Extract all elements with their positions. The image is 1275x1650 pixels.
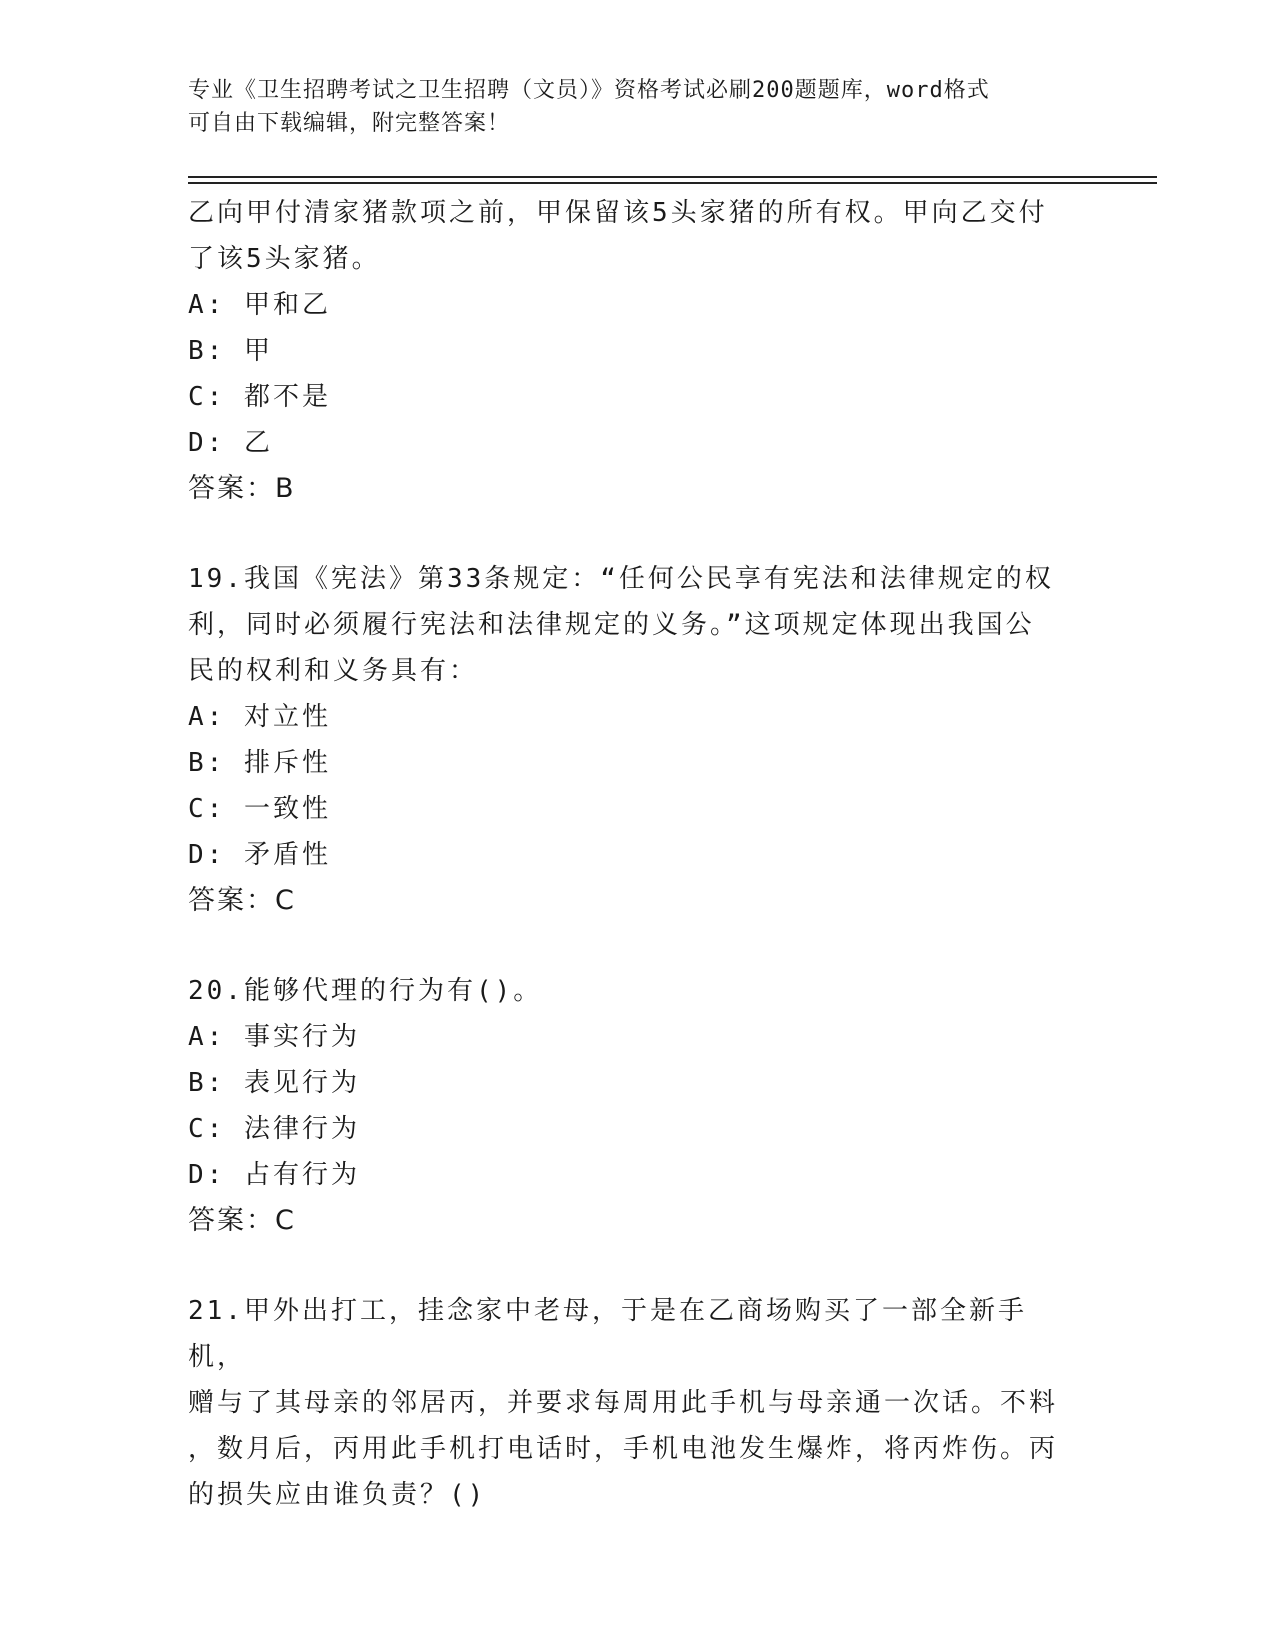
question-text-line: 了该5头家猪。 <box>188 244 381 274</box>
option-d: D: 乙 <box>188 428 273 458</box>
question-text-line: 21.甲外出打工，挂念家中老母，于是在乙商场购买了一部全新手机， <box>188 1296 1027 1372</box>
answer-line: 答案：B <box>188 473 296 504</box>
option-b: B: 排斥性 <box>188 748 331 778</box>
question-18-continuation <box>188 190 1068 512</box>
question-text-line: 20.能够代理的行为有()。 <box>188 976 543 1006</box>
document-header <box>188 74 1068 140</box>
option-c: C: 法律行为 <box>188 1114 360 1144</box>
question-text-line: 民的权利和义务具有： <box>188 656 479 686</box>
option-c: C: 一致性 <box>188 794 331 824</box>
option-a: A: 事实行为 <box>188 1022 360 1052</box>
question-20 <box>188 968 1068 1244</box>
option-b: B: 表见行为 <box>188 1068 360 1098</box>
question-19 <box>188 556 1068 924</box>
option-d: D: 占有行为 <box>188 1160 360 1190</box>
question-text-line: 利，同时必须履行宪法和法律规定的义务。”这项规定体现出我国公 <box>188 610 1035 640</box>
answer-line: 答案：C <box>188 1205 296 1236</box>
answer-line: 答案：C <box>188 885 296 916</box>
option-a: A: 甲和乙 <box>188 290 331 320</box>
header-line-2: 可自由下载编辑，附完整答案！ <box>188 111 511 136</box>
header-line-1: 专业《卫生招聘考试之卫生招聘（文员）》资格考试必刷200题题库，word格式 <box>188 78 990 103</box>
question-21 <box>188 1288 1068 1518</box>
option-b: B: 甲 <box>188 336 273 366</box>
header-rule-bottom <box>188 182 1157 184</box>
document-content <box>188 190 1068 1562</box>
question-text-line: ，数月后，丙用此手机打电话时，手机电池发生爆炸，将丙炸伤。丙 <box>188 1434 1059 1464</box>
option-a: A: 对立性 <box>188 702 331 732</box>
question-text-line: 的损失应由谁负责？() <box>188 1480 487 1510</box>
header-rule-top <box>188 176 1157 178</box>
question-text-line: 赠与了其母亲的邻居丙，并要求每周用此手机与母亲通一次话。不料 <box>188 1388 1059 1418</box>
question-text-line: 19.我国《宪法》第33条规定：“任何公民享有宪法和法律规定的权 <box>188 564 1054 594</box>
option-c: C: 都不是 <box>188 382 331 412</box>
option-d: D: 矛盾性 <box>188 840 331 870</box>
question-text-line: 乙向甲付清家猪款项之前，甲保留该5头家猪的所有权。甲向乙交付 <box>188 198 1048 228</box>
